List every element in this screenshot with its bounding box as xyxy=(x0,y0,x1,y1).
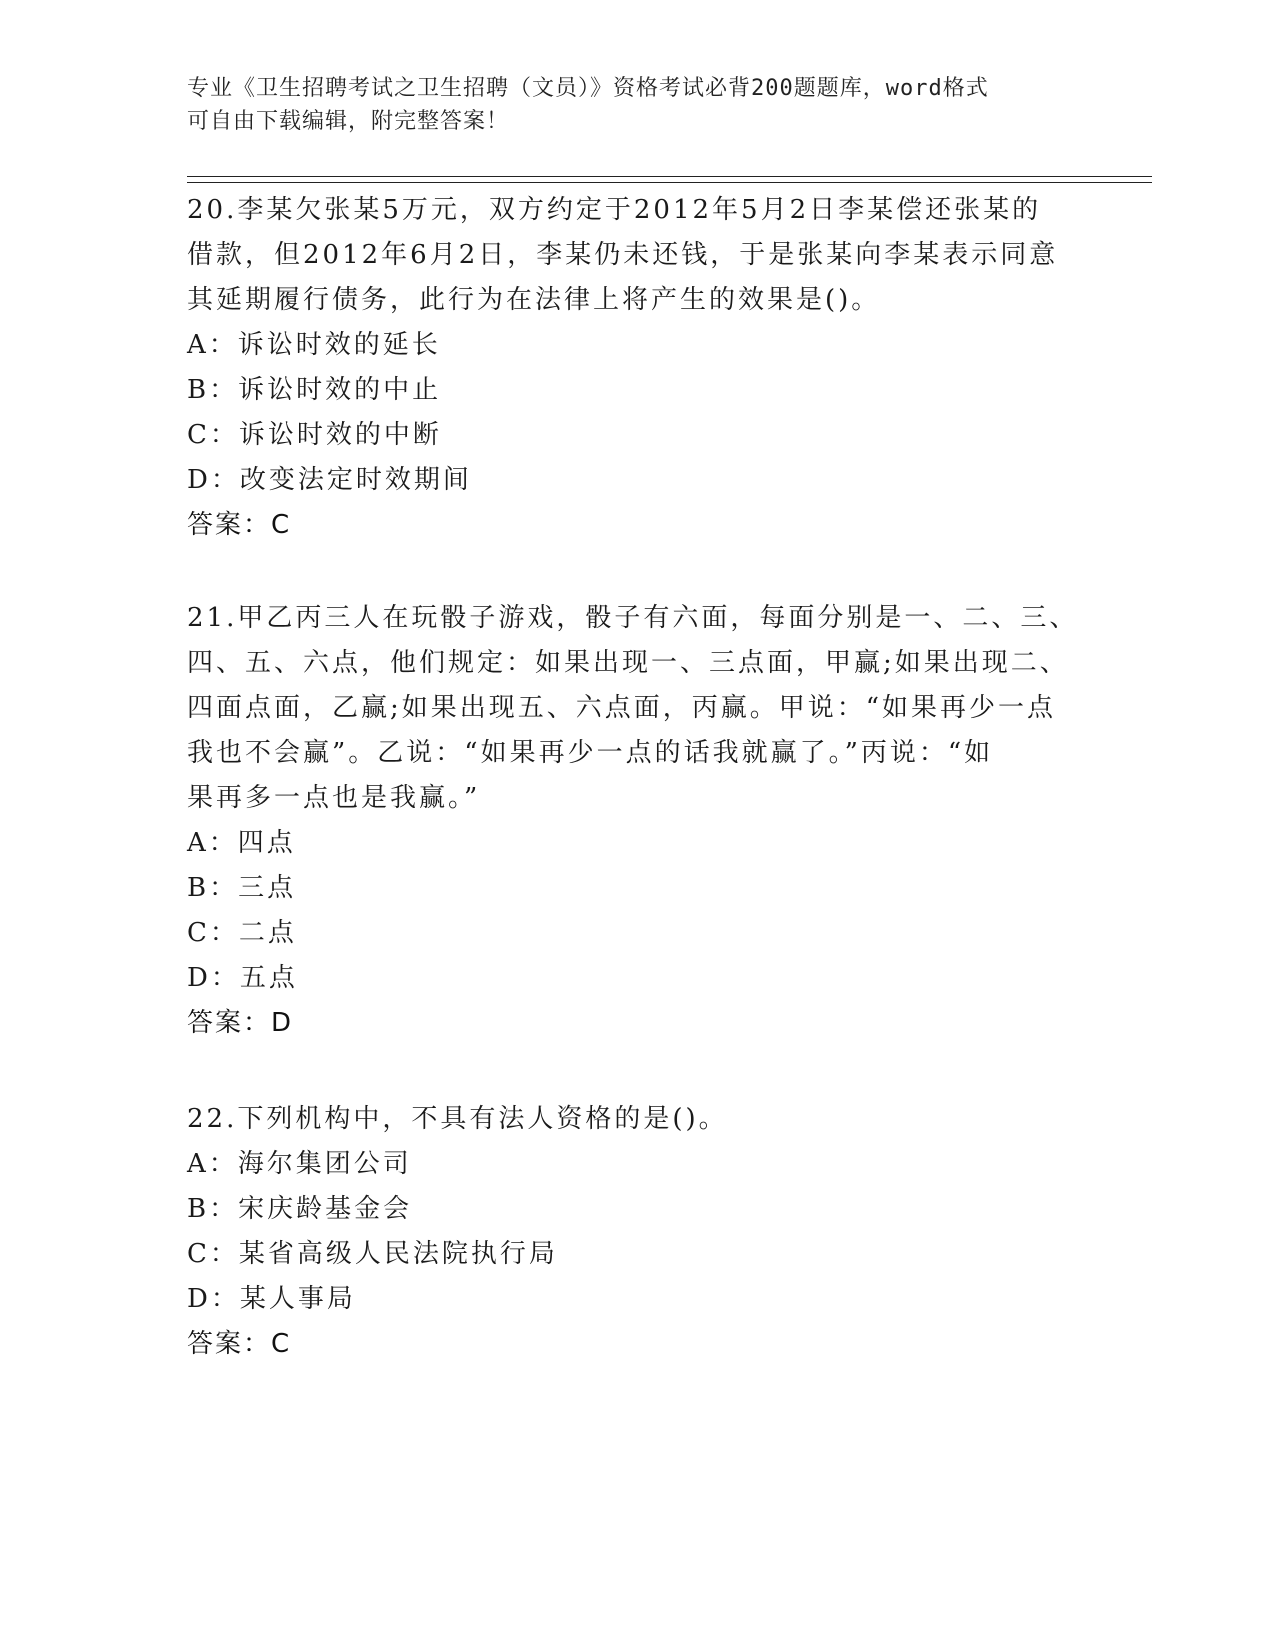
answer: 答案：C xyxy=(187,510,292,540)
question-stem-line: 我也不会赢”。乙说：“如果再少一点的话我就赢了。”丙说：“如 xyxy=(187,738,994,768)
question-22 xyxy=(187,1097,1087,1367)
question-stem-line: 21.甲乙丙三人在玩骰子游戏，骰子有六面，每面分别是一、二、三、 xyxy=(187,603,1079,633)
header-line-2: 可自由下载编辑，附完整答案！ xyxy=(187,109,510,134)
option-a: A：诉讼时效的延长 xyxy=(187,330,441,360)
question-stem-line: 22.下列机构中，不具有法人资格的是()。 xyxy=(187,1104,728,1134)
option-d: D：五点 xyxy=(187,963,298,993)
option-d: D：某人事局 xyxy=(187,1284,356,1314)
option-b: B：三点 xyxy=(187,873,297,903)
answer: 答案：C xyxy=(187,1329,292,1359)
document-header xyxy=(187,72,1067,138)
option-b: B：诉讼时效的中止 xyxy=(187,375,442,405)
option-a: A：四点 xyxy=(187,828,296,858)
option-c: C：某省高级人民法院执行局 xyxy=(187,1239,558,1269)
option-c: C：诉讼时效的中断 xyxy=(187,420,442,450)
header-divider-top xyxy=(187,176,1152,177)
answer: 答案：D xyxy=(187,1008,294,1038)
question-stem-line: 四面点面，乙赢;如果出现五、六点面，丙赢。甲说：“如果再少一点 xyxy=(187,693,1057,723)
option-a: A：海尔集团公司 xyxy=(187,1149,412,1179)
header-line-1: 专业《卫生招聘考试之卫生招聘（文员）》资格考试必背200题题库，word格式 xyxy=(187,76,989,101)
question-21 xyxy=(187,596,1087,1046)
question-stem-line: 其延期履行债务，此行为在法律上将产生的效果是()。 xyxy=(187,285,881,315)
option-d: D：改变法定时效期间 xyxy=(187,465,472,495)
header-divider-bottom xyxy=(187,182,1152,183)
question-stem-line: 果再多一点也是我赢。” xyxy=(187,783,481,813)
option-c: C：二点 xyxy=(187,918,297,948)
option-b: B：宋庆龄基金会 xyxy=(187,1194,413,1224)
question-stem-line: 20.李某欠张某5万元，双方约定于2012年5月2日李某偿还张某的 xyxy=(187,195,1042,225)
question-stem-line: 四、五、六点，他们规定：如果出现一、三点面，甲赢;如果出现二、 xyxy=(187,648,1069,678)
question-20 xyxy=(187,188,1087,548)
question-stem-line: 借款，但2012年6月2日，李某仍未还钱，于是张某向李某表示同意 xyxy=(187,240,1059,270)
